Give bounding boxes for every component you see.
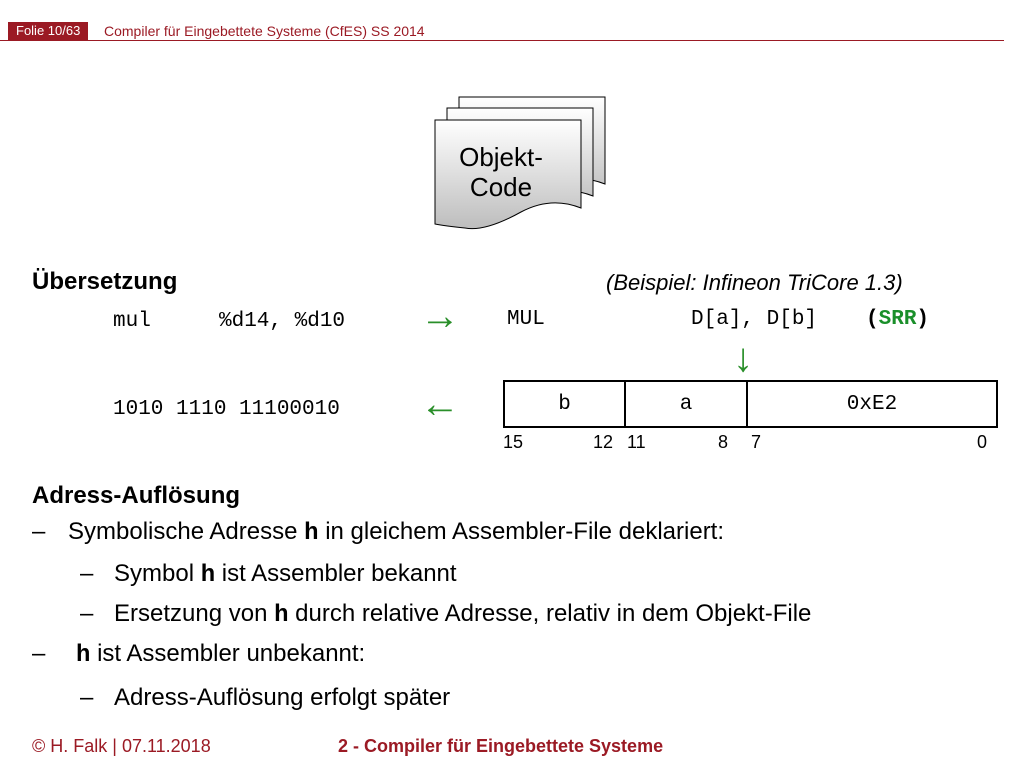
bullet-dash: – bbox=[32, 518, 46, 545]
symbol-h: h bbox=[274, 602, 289, 629]
example-note: (Beispiel: Infineon TriCore 1.3) bbox=[606, 270, 903, 295]
bit-label-7: 7 bbox=[751, 432, 762, 452]
item-text: Ersetzung von bbox=[114, 600, 268, 627]
arrow-left-icon: ← bbox=[420, 382, 460, 426]
item-text: Symbolische Adresse bbox=[68, 518, 298, 545]
instr-format bbox=[866, 308, 929, 331]
format-name: SRR bbox=[878, 308, 917, 331]
asm-operands: %d14, %d10 bbox=[219, 310, 346, 333]
binary-encoding: 1010 1110 11100010 bbox=[113, 398, 340, 421]
translation-heading: Übersetzung bbox=[32, 268, 178, 295]
bit-label-0: 0 bbox=[977, 432, 988, 452]
item-text: Symbol bbox=[114, 560, 195, 587]
bit-label-12: 12 bbox=[593, 432, 614, 452]
bit-label-15: 15 bbox=[503, 432, 524, 452]
list-subitem-later: Adress-Auflösung erfolgt später bbox=[114, 684, 451, 711]
list-item-declared bbox=[68, 518, 724, 547]
format-paren-open: ( bbox=[866, 308, 879, 331]
list-subitem-relative bbox=[114, 600, 811, 629]
symbol-h: h bbox=[200, 562, 216, 589]
item-text: ist Assembler bekannt bbox=[221, 560, 457, 587]
bullet-dash: – bbox=[32, 640, 46, 667]
footer-chapter: 2 - Compiler für Eingebettete Systeme bbox=[338, 736, 664, 756]
bullet-dash: – bbox=[80, 684, 94, 711]
arrow-right-icon: → bbox=[420, 294, 460, 338]
list-item-unknown bbox=[76, 640, 365, 669]
document-label-line2: Code bbox=[469, 172, 533, 202]
document-label-line1: Objekt- bbox=[459, 142, 543, 172]
symbol-h: h bbox=[76, 642, 91, 669]
symbol-h: h bbox=[304, 520, 319, 547]
slide-number-badge: Folie 10/63 bbox=[8, 22, 88, 40]
item-text: durch relative Adresse, relativ in dem Objekt-File bbox=[295, 600, 812, 627]
list-subitem-known bbox=[114, 560, 457, 589]
asm-mnemonic: mul bbox=[113, 310, 151, 333]
field-a: a bbox=[624, 380, 748, 428]
bullet-dash: – bbox=[80, 600, 94, 627]
arrow-down-icon: ↓ bbox=[733, 336, 753, 380]
bit-label-8: 8 bbox=[718, 432, 729, 452]
instr-mnemonic: MUL bbox=[507, 308, 545, 331]
field-opcode: 0xE2 bbox=[746, 380, 998, 428]
address-resolution-heading: Adress-Auflösung bbox=[32, 482, 241, 509]
bit-label-11: 11 bbox=[627, 432, 646, 452]
instr-operands: D[a], D[b] bbox=[691, 308, 818, 331]
item-text: ist Assembler unbekannt: bbox=[97, 640, 366, 667]
course-title: Compiler für Eingebettete Systeme (CfES) SS 2014 bbox=[104, 23, 425, 39]
footer-author-date: © H. Falk | 07.11.2018 bbox=[32, 736, 211, 756]
field-b: b bbox=[503, 380, 626, 428]
item-text: in gleichem Assembler-File deklariert: bbox=[325, 518, 725, 545]
object-code-document-icon bbox=[425, 92, 615, 242]
bullet-dash: – bbox=[80, 560, 94, 587]
header-divider bbox=[0, 40, 1004, 41]
format-paren-close: ) bbox=[916, 308, 930, 331]
